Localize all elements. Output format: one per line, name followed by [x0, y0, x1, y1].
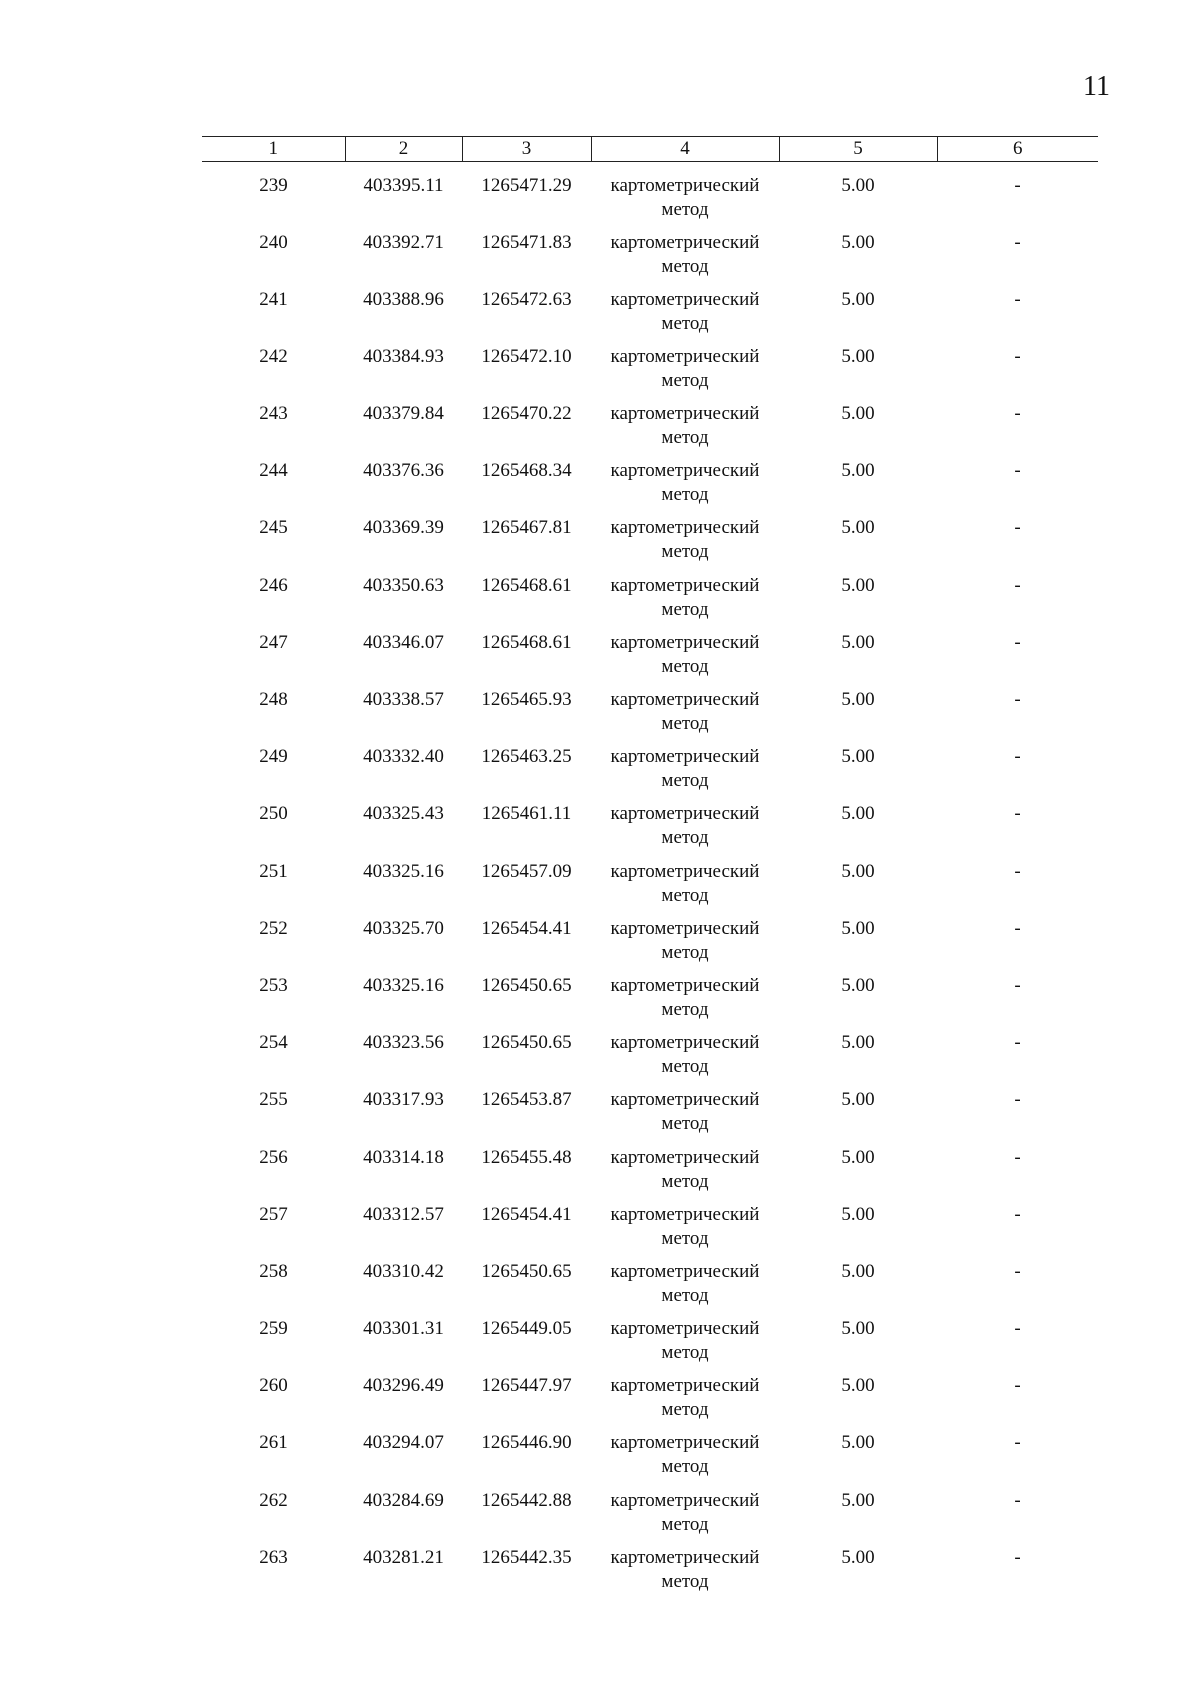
accuracy-cell: 5.00 — [841, 175, 875, 196]
method-cell — [591, 631, 779, 688]
method-cell — [591, 688, 779, 745]
method-cell — [591, 974, 779, 1031]
method-text-line2: метод — [661, 427, 709, 449]
y-coordinate-cell: 1265471.83 — [481, 231, 572, 253]
method-text-line1: картометрический — [610, 574, 760, 596]
accuracy-cell: 5.00 — [841, 231, 875, 253]
description-cell: - — [1014, 689, 1021, 710]
method-cell — [591, 1374, 779, 1431]
description-cell: - — [1014, 1032, 1021, 1054]
description-cell: - — [1014, 1489, 1021, 1511]
method-text-line1: картометрический — [610, 1318, 760, 1340]
method-text-line2: метод — [661, 369, 709, 391]
description-cell: - — [1014, 345, 1021, 367]
y-coordinate-cell: 1265442.35 — [481, 1546, 572, 1568]
x-coordinate-cell: 403379.84 — [363, 403, 444, 425]
table-row — [202, 1146, 1098, 1203]
y-coordinate-cell: 1265454.41 — [481, 1203, 572, 1225]
column-header: 3 — [462, 137, 591, 162]
method-text-line1: картометрический — [610, 860, 760, 882]
point-number-cell: 244 — [259, 460, 288, 482]
description-cell: - — [1014, 803, 1021, 825]
y-coordinate-cell: 1265472.10 — [481, 345, 572, 367]
x-coordinate-cell: 403310.42 — [363, 1260, 444, 1282]
y-coordinate-cell: 1265468.61 — [481, 574, 572, 596]
method-text-line2: метод — [661, 1170, 709, 1192]
method-text-line2: метод — [661, 1570, 709, 1592]
table-row — [202, 974, 1098, 1031]
method-text-line1: картометрический — [610, 460, 760, 482]
method-cell — [591, 1546, 779, 1603]
point-number-cell: 249 — [259, 746, 288, 768]
method-cell — [591, 1431, 779, 1488]
table-row — [202, 1203, 1098, 1260]
x-coordinate-cell: 403323.56 — [363, 1032, 444, 1054]
table-row — [202, 574, 1098, 631]
x-coordinate-cell: 403312.57 — [363, 1203, 444, 1225]
x-coordinate-cell: 403284.69 — [363, 1489, 444, 1511]
point-number-cell: 256 — [259, 1146, 288, 1168]
point-number-cell: 251 — [259, 860, 288, 882]
method-text-line2: метод — [661, 770, 709, 792]
y-coordinate-cell: 1265461.11 — [481, 803, 572, 825]
accuracy-cell: 5.00 — [841, 746, 875, 768]
method-cell — [591, 288, 779, 345]
column-header: 2 — [345, 137, 462, 162]
description-cell: - — [1014, 974, 1021, 996]
method-text-line1: картометрический — [610, 746, 760, 768]
accuracy-cell: 5.00 — [841, 1089, 875, 1111]
accuracy-cell: 5.00 — [841, 517, 875, 539]
method-cell — [591, 745, 779, 802]
method-text-line1: картометрический — [610, 974, 760, 996]
method-text-line2: метод — [661, 941, 709, 963]
description-cell: - — [1014, 403, 1021, 425]
point-number-cell: 258 — [259, 1260, 288, 1282]
x-coordinate-cell: 403325.16 — [363, 860, 444, 882]
page-number: 11 — [1083, 71, 1110, 102]
x-coordinate-cell: 403325.43 — [363, 803, 444, 825]
point-number-cell: 259 — [259, 1318, 288, 1340]
description-cell: - — [1014, 1375, 1021, 1397]
point-number-cell: 247 — [259, 631, 288, 653]
coordinates-table — [202, 136, 1098, 1603]
point-number-cell: 253 — [259, 974, 288, 996]
table-row — [202, 459, 1098, 516]
accuracy-cell: 5.00 — [841, 1318, 875, 1340]
method-text-line2: метод — [661, 1342, 709, 1364]
accuracy-cell: 5.00 — [841, 345, 875, 367]
method-text-line2: метод — [661, 713, 709, 734]
description-cell: - — [1014, 175, 1021, 196]
point-number-cell: 250 — [259, 803, 288, 825]
method-cell — [591, 402, 779, 459]
x-coordinate-cell: 403376.36 — [363, 460, 444, 482]
accuracy-cell: 5.00 — [841, 974, 875, 996]
description-cell: - — [1014, 860, 1021, 882]
y-coordinate-cell: 1265465.93 — [481, 689, 572, 710]
y-coordinate-cell: 1265457.09 — [481, 860, 572, 882]
description-cell: - — [1014, 746, 1021, 768]
header-row — [202, 137, 1098, 162]
accuracy-cell: 5.00 — [841, 403, 875, 425]
table-row — [202, 162, 1098, 231]
method-text-line2: метод — [661, 998, 709, 1020]
table-row — [202, 1489, 1098, 1546]
column-header: 6 — [937, 137, 1098, 162]
point-number-cell: 246 — [259, 574, 288, 596]
y-coordinate-cell: 1265463.25 — [481, 746, 572, 768]
table-row — [202, 745, 1098, 802]
method-text-line1: картометрический — [610, 1089, 760, 1111]
table-row — [202, 1088, 1098, 1145]
method-cell — [591, 1317, 779, 1374]
column-header: 1 — [202, 137, 345, 162]
x-coordinate-cell: 403338.57 — [363, 689, 444, 710]
method-cell — [591, 1489, 779, 1546]
point-number-cell: 260 — [259, 1375, 288, 1397]
y-coordinate-cell: 1265447.97 — [481, 1375, 572, 1397]
method-text-line1: картометрический — [610, 803, 760, 825]
description-cell: - — [1014, 1432, 1021, 1454]
table-row — [202, 288, 1098, 345]
method-text-line1: картометрический — [610, 1489, 760, 1511]
y-coordinate-cell: 1265442.88 — [481, 1489, 572, 1511]
x-coordinate-cell: 403384.93 — [363, 345, 444, 367]
method-cell — [591, 516, 779, 573]
table-row — [202, 1546, 1098, 1603]
description-cell: - — [1014, 517, 1021, 539]
accuracy-cell: 5.00 — [841, 1260, 875, 1282]
method-text-line2: метод — [661, 541, 709, 563]
y-coordinate-cell: 1265450.65 — [481, 1260, 572, 1282]
x-coordinate-cell: 403388.96 — [363, 288, 444, 310]
method-cell — [591, 1088, 779, 1145]
method-cell — [591, 917, 779, 974]
description-cell: - — [1014, 1203, 1021, 1225]
y-coordinate-cell: 1265450.65 — [481, 1032, 572, 1054]
y-coordinate-cell: 1265470.22 — [481, 403, 572, 425]
method-text-line1: картометрический — [610, 517, 760, 539]
x-coordinate-cell: 403346.07 — [363, 631, 444, 653]
method-cell — [591, 231, 779, 288]
description-cell: - — [1014, 1318, 1021, 1340]
description-cell: - — [1014, 631, 1021, 653]
method-text-line1: картометрический — [610, 631, 760, 653]
description-cell: - — [1014, 231, 1021, 253]
table-row — [202, 631, 1098, 688]
method-text-line2: метод — [661, 1284, 709, 1306]
accuracy-cell: 5.00 — [841, 1546, 875, 1568]
table-row — [202, 688, 1098, 745]
description-cell: - — [1014, 574, 1021, 596]
method-text-line1: картометрический — [610, 917, 760, 939]
table-row — [202, 802, 1098, 859]
x-coordinate-cell: 403314.18 — [363, 1146, 444, 1168]
method-text-line2: метод — [661, 1113, 709, 1135]
table-row — [202, 1374, 1098, 1431]
column-header: 4 — [591, 137, 779, 162]
method-cell — [591, 345, 779, 402]
method-text-line1: картометрический — [610, 1032, 760, 1054]
point-number-cell: 257 — [259, 1203, 288, 1225]
accuracy-cell: 5.00 — [841, 1032, 875, 1054]
x-coordinate-cell: 403325.16 — [363, 974, 444, 996]
y-coordinate-cell: 1265450.65 — [481, 974, 572, 996]
accuracy-cell: 5.00 — [841, 860, 875, 882]
method-text-line2: метод — [661, 199, 709, 220]
point-number-cell: 254 — [259, 1032, 288, 1054]
table-row — [202, 1431, 1098, 1488]
method-cell — [591, 802, 779, 859]
method-text-line2: метод — [661, 484, 709, 506]
accuracy-cell: 5.00 — [841, 689, 875, 710]
method-text-line2: метод — [661, 312, 709, 334]
table-row — [202, 345, 1098, 402]
method-text-line2: метод — [661, 884, 709, 906]
accuracy-cell: 5.00 — [841, 917, 875, 939]
method-cell — [591, 1031, 779, 1088]
method-text-line2: метод — [661, 598, 709, 620]
table-row — [202, 402, 1098, 459]
table-row — [202, 1260, 1098, 1317]
point-number-cell: 241 — [259, 288, 288, 310]
y-coordinate-cell: 1265454.41 — [481, 917, 572, 939]
column-header: 5 — [779, 137, 937, 162]
y-coordinate-cell: 1265446.90 — [481, 1432, 572, 1454]
method-text-line2: метод — [661, 255, 709, 277]
accuracy-cell: 5.00 — [841, 574, 875, 596]
x-coordinate-cell: 403369.39 — [363, 517, 444, 539]
method-text-line1: картометрический — [610, 175, 760, 196]
method-text-line1: картометрический — [610, 1375, 760, 1397]
table-row — [202, 860, 1098, 917]
accuracy-cell: 5.00 — [841, 1146, 875, 1168]
table-row — [202, 1031, 1098, 1088]
method-text-line2: метод — [661, 1399, 709, 1421]
method-text-line1: картометрический — [610, 231, 760, 253]
description-cell: - — [1014, 917, 1021, 939]
point-number-cell: 262 — [259, 1489, 288, 1511]
method-cell — [591, 1146, 779, 1203]
x-coordinate-cell: 403395.11 — [363, 175, 444, 196]
point-number-cell: 239 — [259, 175, 288, 196]
x-coordinate-cell: 403317.93 — [363, 1089, 444, 1111]
x-coordinate-cell: 403296.49 — [363, 1375, 444, 1397]
method-text-line2: метод — [661, 655, 709, 677]
table-row — [202, 1317, 1098, 1374]
y-coordinate-cell: 1265453.87 — [481, 1089, 572, 1111]
accuracy-cell: 5.00 — [841, 803, 875, 825]
accuracy-cell: 5.00 — [841, 631, 875, 653]
method-cell — [591, 459, 779, 516]
point-number-cell: 245 — [259, 517, 288, 539]
x-coordinate-cell: 403392.71 — [363, 231, 444, 253]
method-text-line2: метод — [661, 1056, 709, 1078]
method-cell — [591, 574, 779, 631]
x-coordinate-cell: 403281.21 — [363, 1546, 444, 1568]
description-cell: - — [1014, 288, 1021, 310]
accuracy-cell: 5.00 — [841, 1375, 875, 1397]
point-number-cell: 252 — [259, 917, 288, 939]
description-cell: - — [1014, 1089, 1021, 1111]
y-coordinate-cell: 1265468.61 — [481, 631, 572, 653]
method-cell — [591, 1203, 779, 1260]
method-text-line1: картометрический — [610, 403, 760, 425]
method-text-line2: метод — [661, 1513, 709, 1535]
table-row — [202, 231, 1098, 288]
x-coordinate-cell: 403325.70 — [363, 917, 444, 939]
accuracy-cell: 5.00 — [841, 460, 875, 482]
method-text-line1: картометрический — [610, 1260, 760, 1282]
method-cell — [591, 860, 779, 917]
accuracy-cell: 5.00 — [841, 1489, 875, 1511]
point-number-cell: 261 — [259, 1432, 288, 1454]
method-cell — [591, 1260, 779, 1317]
table-row — [202, 516, 1098, 573]
description-cell: - — [1014, 1546, 1021, 1568]
accuracy-cell: 5.00 — [841, 1203, 875, 1225]
y-coordinate-cell: 1265472.63 — [481, 288, 572, 310]
x-coordinate-cell: 403301.31 — [363, 1318, 444, 1340]
accuracy-cell: 5.00 — [841, 288, 875, 310]
x-coordinate-cell: 403350.63 — [363, 574, 444, 596]
point-number-cell: 263 — [259, 1546, 288, 1568]
method-text-line1: картометрический — [610, 288, 760, 310]
method-text-line1: картометрический — [610, 1546, 760, 1568]
point-number-cell: 240 — [259, 231, 288, 253]
method-text-line1: картометрический — [610, 689, 760, 710]
method-text-line1: картометрический — [610, 1432, 760, 1454]
x-coordinate-cell: 403294.07 — [363, 1432, 444, 1454]
point-number-cell: 243 — [259, 403, 288, 425]
y-coordinate-cell: 1265467.81 — [481, 517, 572, 539]
description-cell: - — [1014, 460, 1021, 482]
table-row — [202, 917, 1098, 974]
method-text-line2: метод — [661, 1456, 709, 1478]
method-text-line2: метод — [661, 827, 709, 849]
description-cell: - — [1014, 1260, 1021, 1282]
y-coordinate-cell: 1265449.05 — [481, 1318, 572, 1340]
x-coordinate-cell: 403332.40 — [363, 746, 444, 768]
y-coordinate-cell: 1265455.48 — [481, 1146, 572, 1168]
method-cell — [591, 162, 779, 231]
accuracy-cell: 5.00 — [841, 1432, 875, 1454]
method-text-line1: картометрический — [610, 345, 760, 367]
y-coordinate-cell: 1265471.29 — [481, 175, 572, 196]
description-cell: - — [1014, 1146, 1021, 1168]
method-text-line2: метод — [661, 1227, 709, 1249]
method-text-line1: картометрический — [610, 1203, 760, 1225]
method-text-line1: картометрический — [610, 1146, 760, 1168]
y-coordinate-cell: 1265468.34 — [481, 460, 572, 482]
point-number-cell: 255 — [259, 1089, 288, 1111]
point-number-cell: 248 — [259, 689, 288, 710]
point-number-cell: 242 — [259, 345, 288, 367]
